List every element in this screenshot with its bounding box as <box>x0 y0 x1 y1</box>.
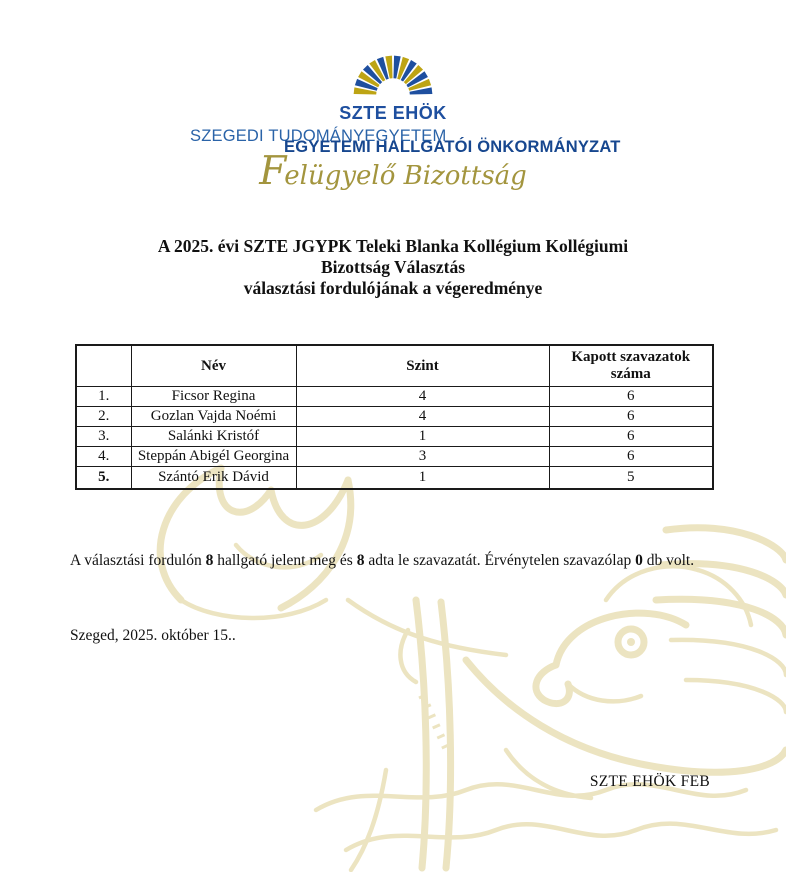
cell-level: 1 <box>296 427 549 447</box>
cell-votes: 6 <box>549 447 713 467</box>
cell-votes: 6 <box>549 427 713 447</box>
cell-votes: 6 <box>549 387 713 407</box>
header-votes: Kapott szavazatok száma <box>549 345 713 387</box>
cell-rank: 2. <box>76 407 131 427</box>
cell-rank: 1. <box>76 387 131 407</box>
organization-name: EGYETEMI HALLGATÓI ÖNKORMÁNYZAT <box>284 138 621 156</box>
summary-text: adta le szavazatát. Érvénytelen szavazólap <box>364 551 636 569</box>
voted-count: 8 <box>356 551 365 569</box>
summary-text: hallgató jelent meg és <box>213 551 357 569</box>
table-row <box>76 467 713 490</box>
cell-name: Szántó Erik Dávid <box>131 467 296 490</box>
table-row <box>76 427 713 447</box>
date-line: Szeged, 2025. október 15.. <box>70 627 236 644</box>
cell-votes: 6 <box>549 407 713 427</box>
attended-count: 8 <box>205 551 214 569</box>
szte-ehok-logo <box>0 40 786 124</box>
university-name: SZEGEDI TUDOMÁNYEGYETEM <box>190 127 447 145</box>
cell-rank: 5. <box>76 467 131 490</box>
cell-level: 4 <box>296 407 549 427</box>
cell-level: 4 <box>296 387 549 407</box>
cell-name: Salánki Kristóf <box>131 427 296 447</box>
table-header-row <box>76 345 713 387</box>
table-row <box>76 387 713 407</box>
cell-level: 1 <box>296 467 549 490</box>
results-table <box>75 344 714 490</box>
eagle-watermark-image <box>86 450 786 872</box>
header-rank <box>76 345 131 387</box>
document-title <box>0 236 786 299</box>
cell-name: Gozlan Vajda Noémi <box>131 407 296 427</box>
cell-rank: 3. <box>76 427 131 447</box>
cell-votes: 5 <box>549 467 713 490</box>
committee-name: Felügyelő Bizottság <box>259 149 527 194</box>
table-row <box>76 447 713 467</box>
cell-level: 3 <box>296 447 549 467</box>
title-line-3: választási fordulójának a végeredménye <box>243 278 543 298</box>
summary-text: db volt. <box>642 551 695 569</box>
sunburst-logo-icon <box>345 40 441 102</box>
invalid-count: 0 <box>635 551 643 569</box>
summary-paragraph <box>70 552 717 571</box>
table-row <box>76 407 713 427</box>
header-name: Név <box>131 345 296 387</box>
header-level: Szint <box>296 345 549 387</box>
title-line-2: Bizottság Választás <box>320 257 466 277</box>
cell-name: Steppán Abigél Georgina <box>131 447 296 467</box>
summary-text: A választási fordulón <box>70 551 206 569</box>
cell-name: Ficsor Regina <box>131 387 296 407</box>
signature-text: SZTE EHÖK FEB <box>589 773 710 790</box>
title-line-1: A 2025. évi SZTE JGYPK Teleki Blanka Kollégium Kollégiumi <box>157 236 629 256</box>
cell-rank: 4. <box>76 447 131 467</box>
logo-text: SZTE EHÖK <box>339 103 447 123</box>
